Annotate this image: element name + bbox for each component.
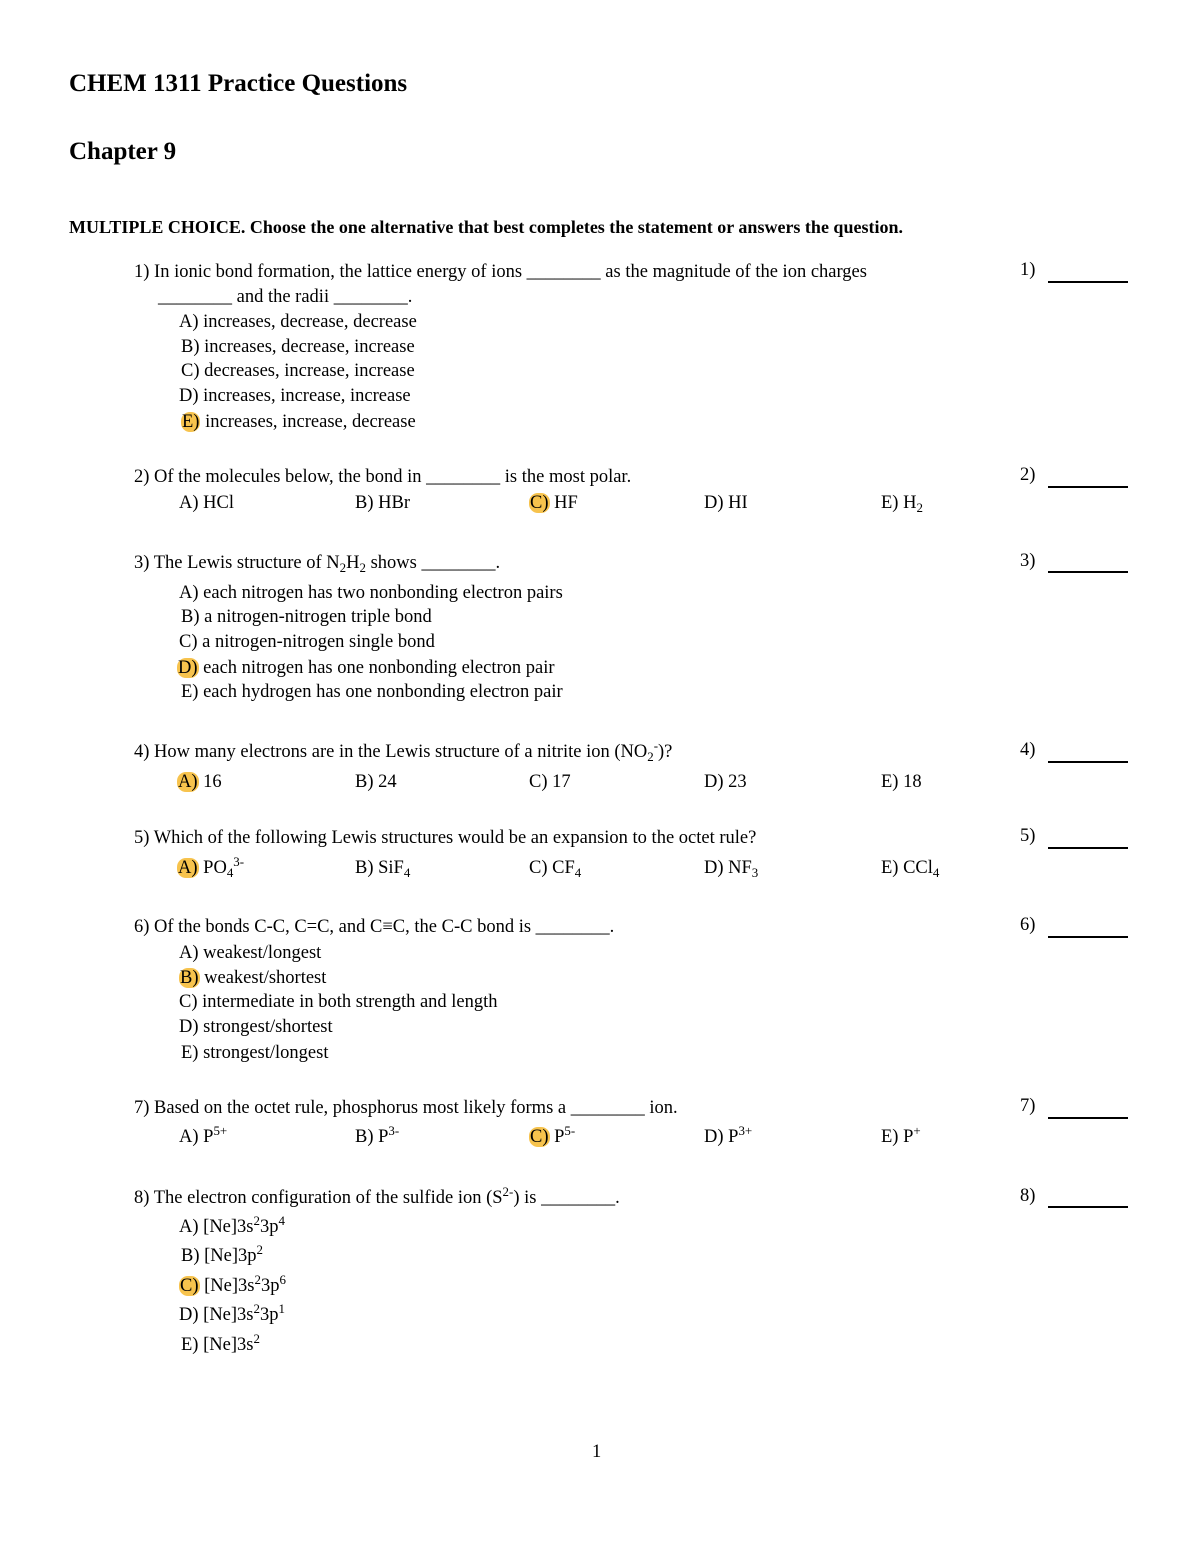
q2-option-a[interactable]: A) HCl <box>179 493 234 513</box>
question-5-number: 5) <box>1020 826 1036 846</box>
q5-option-c[interactable]: C) $CF_4$ <box>529 858 582 880</box>
q4-option-b[interactable]: B) 24 <box>355 772 397 792</box>
q1-option-c[interactable]: C) decreases, increase, increase <box>181 361 415 381</box>
q8-option-c[interactable]: C) $[Ne]3s^23p^6$ <box>180 1271 286 1296</box>
q8-option-b[interactable]: B) $[Ne]3p^2$ <box>181 1241 263 1266</box>
question-8-text: 8) The electron configuration of the sulfide ion $(S^{2-})$ is ________. <box>134 1183 620 1208</box>
q7-option-c[interactable]: C) $P^{5-}$ <box>530 1122 576 1147</box>
q4-option-e[interactable]: E) 18 <box>881 772 922 792</box>
q8-option-e[interactable]: E) $[Ne]3s^2$ <box>181 1330 260 1355</box>
answer-highlight: C) <box>180 1276 199 1296</box>
question-2-text: 2) Of the molecules below, the bond in ________ is the most polar. <box>134 467 632 487</box>
q7-option-a[interactable]: A) $P^{5+}$ <box>179 1122 228 1147</box>
instructions: MULTIPLE CHOICE. Choose the one alternative that best completes the statement or answers the question. <box>69 217 903 237</box>
q7-option-d[interactable]: D) $P^{3+}$ <box>704 1122 753 1147</box>
q3-option-a[interactable]: A) each nitrogen has two nonbonding electron pairs <box>179 583 563 603</box>
q6-option-b[interactable]: B) weakest/shortest <box>180 968 327 988</box>
q3-option-e[interactable]: E) each hydrogen has one nonbonding electron pair <box>181 682 563 702</box>
q8-option-a[interactable]: A) $[Ne]3s^23p^4$ <box>179 1212 285 1237</box>
answer-highlight: A) <box>178 772 198 792</box>
q7-option-b[interactable]: B) $P^{3-}$ <box>355 1122 400 1147</box>
q1-option-e[interactable]: E) increases, increase, decrease <box>182 412 416 432</box>
question-5-answer-line[interactable] <box>1048 847 1128 849</box>
q2-option-e[interactable]: E) $H_2$ <box>881 493 923 515</box>
q6-option-d[interactable]: D) strongest/shortest <box>179 1017 333 1037</box>
q3-option-d[interactable]: D) each nitrogen has one nonbonding electron pair <box>178 658 555 678</box>
question-4-number: 4) <box>1020 740 1036 760</box>
question-7-number: 7) <box>1020 1096 1036 1116</box>
answer-highlight: D) <box>178 658 198 678</box>
question-1-answer-line[interactable] <box>1048 281 1128 283</box>
chapter-heading: Chapter 9 <box>69 138 177 165</box>
q5-option-d[interactable]: D) $NF_3$ <box>704 858 759 880</box>
q3-option-c[interactable]: C) a nitrogen-nitrogen single bond <box>179 632 435 652</box>
q3-option-b[interactable]: B) a nitrogen-nitrogen triple bond <box>181 607 432 627</box>
q2-option-b[interactable]: B) HBr <box>355 493 410 513</box>
question-8-number: 8) <box>1020 1186 1036 1206</box>
q8-option-d[interactable]: D) $[Ne]3s^23p^1$ <box>179 1300 285 1325</box>
question-3-answer-line[interactable] <box>1048 571 1128 573</box>
answer-highlight: E) <box>182 412 200 432</box>
answer-highlight: C) <box>530 1127 549 1147</box>
page-title: CHEM 1311 Practice Questions <box>69 70 408 97</box>
question-1-number: 1) <box>1020 260 1036 280</box>
question-3-number: 3) <box>1020 551 1036 571</box>
page-number: 1 <box>592 1442 602 1462</box>
question-6-text: 6) Of the bonds C-C, C=C, and C≡C, the C-C bond is ________. <box>134 917 615 937</box>
q1-option-d[interactable]: D) increases, increase, increase <box>179 386 411 406</box>
question-2-answer-line[interactable] <box>1048 486 1128 488</box>
question-8-answer-line[interactable] <box>1048 1206 1128 1208</box>
question-7-answer-line[interactable] <box>1048 1117 1128 1119</box>
q2-option-d[interactable]: D) HI <box>704 493 748 513</box>
question-2-number: 2) <box>1020 465 1036 485</box>
answer-highlight: C) <box>530 493 549 513</box>
question-3-text: 3) The Lewis structure of $N_2H_2$ shows ________. <box>134 553 501 575</box>
q1-option-b[interactable]: B) increases, decrease, increase <box>181 337 415 357</box>
answer-highlight: A) <box>178 858 198 878</box>
q6-option-e[interactable]: E) strongest/longest <box>181 1043 329 1063</box>
q4-option-d[interactable]: D) 23 <box>704 772 747 792</box>
question-4-answer-line[interactable] <box>1048 761 1128 763</box>
q4-option-c[interactable]: C) 17 <box>529 772 571 792</box>
q2-option-c[interactable]: C) HF <box>530 493 578 513</box>
question-6-number: 6) <box>1020 915 1036 935</box>
q5-option-a[interactable]: A) $PO_4^{3-}$ <box>178 853 245 880</box>
q4-option-a[interactable]: A) 16 <box>178 772 222 792</box>
q6-option-c[interactable]: C) intermediate in both strength and length <box>179 992 498 1012</box>
question-6-answer-line[interactable] <box>1048 936 1128 938</box>
q1-option-a[interactable]: A) increases, decrease, decrease <box>179 312 417 332</box>
answer-highlight: B) <box>180 968 199 988</box>
q6-option-a[interactable]: A) weakest/longest <box>179 943 322 963</box>
question-5-text: 5) Which of the following Lewis structures would be an expansion to the octet rule? <box>134 828 757 848</box>
q5-option-e[interactable]: E) CCl$_4$ <box>881 858 940 880</box>
q5-option-b[interactable]: B) SiF$_4$ <box>355 858 411 880</box>
question-4-text: 4) How many electrons are in the Lewis structure of a nitrite ion $(NO_2^-)$? <box>134 737 673 764</box>
question-1-text-cont: ________ and the radii ________. <box>158 287 413 307</box>
question-7-text: 7) Based on the octet rule, phosphorus most likely forms a ________ ion. <box>134 1098 678 1118</box>
question-1-text: 1) In ionic bond formation, the lattice energy of ions ________ as the magnitude of the ion charges <box>134 262 867 282</box>
q7-option-e[interactable]: E) P+ <box>881 1122 921 1147</box>
